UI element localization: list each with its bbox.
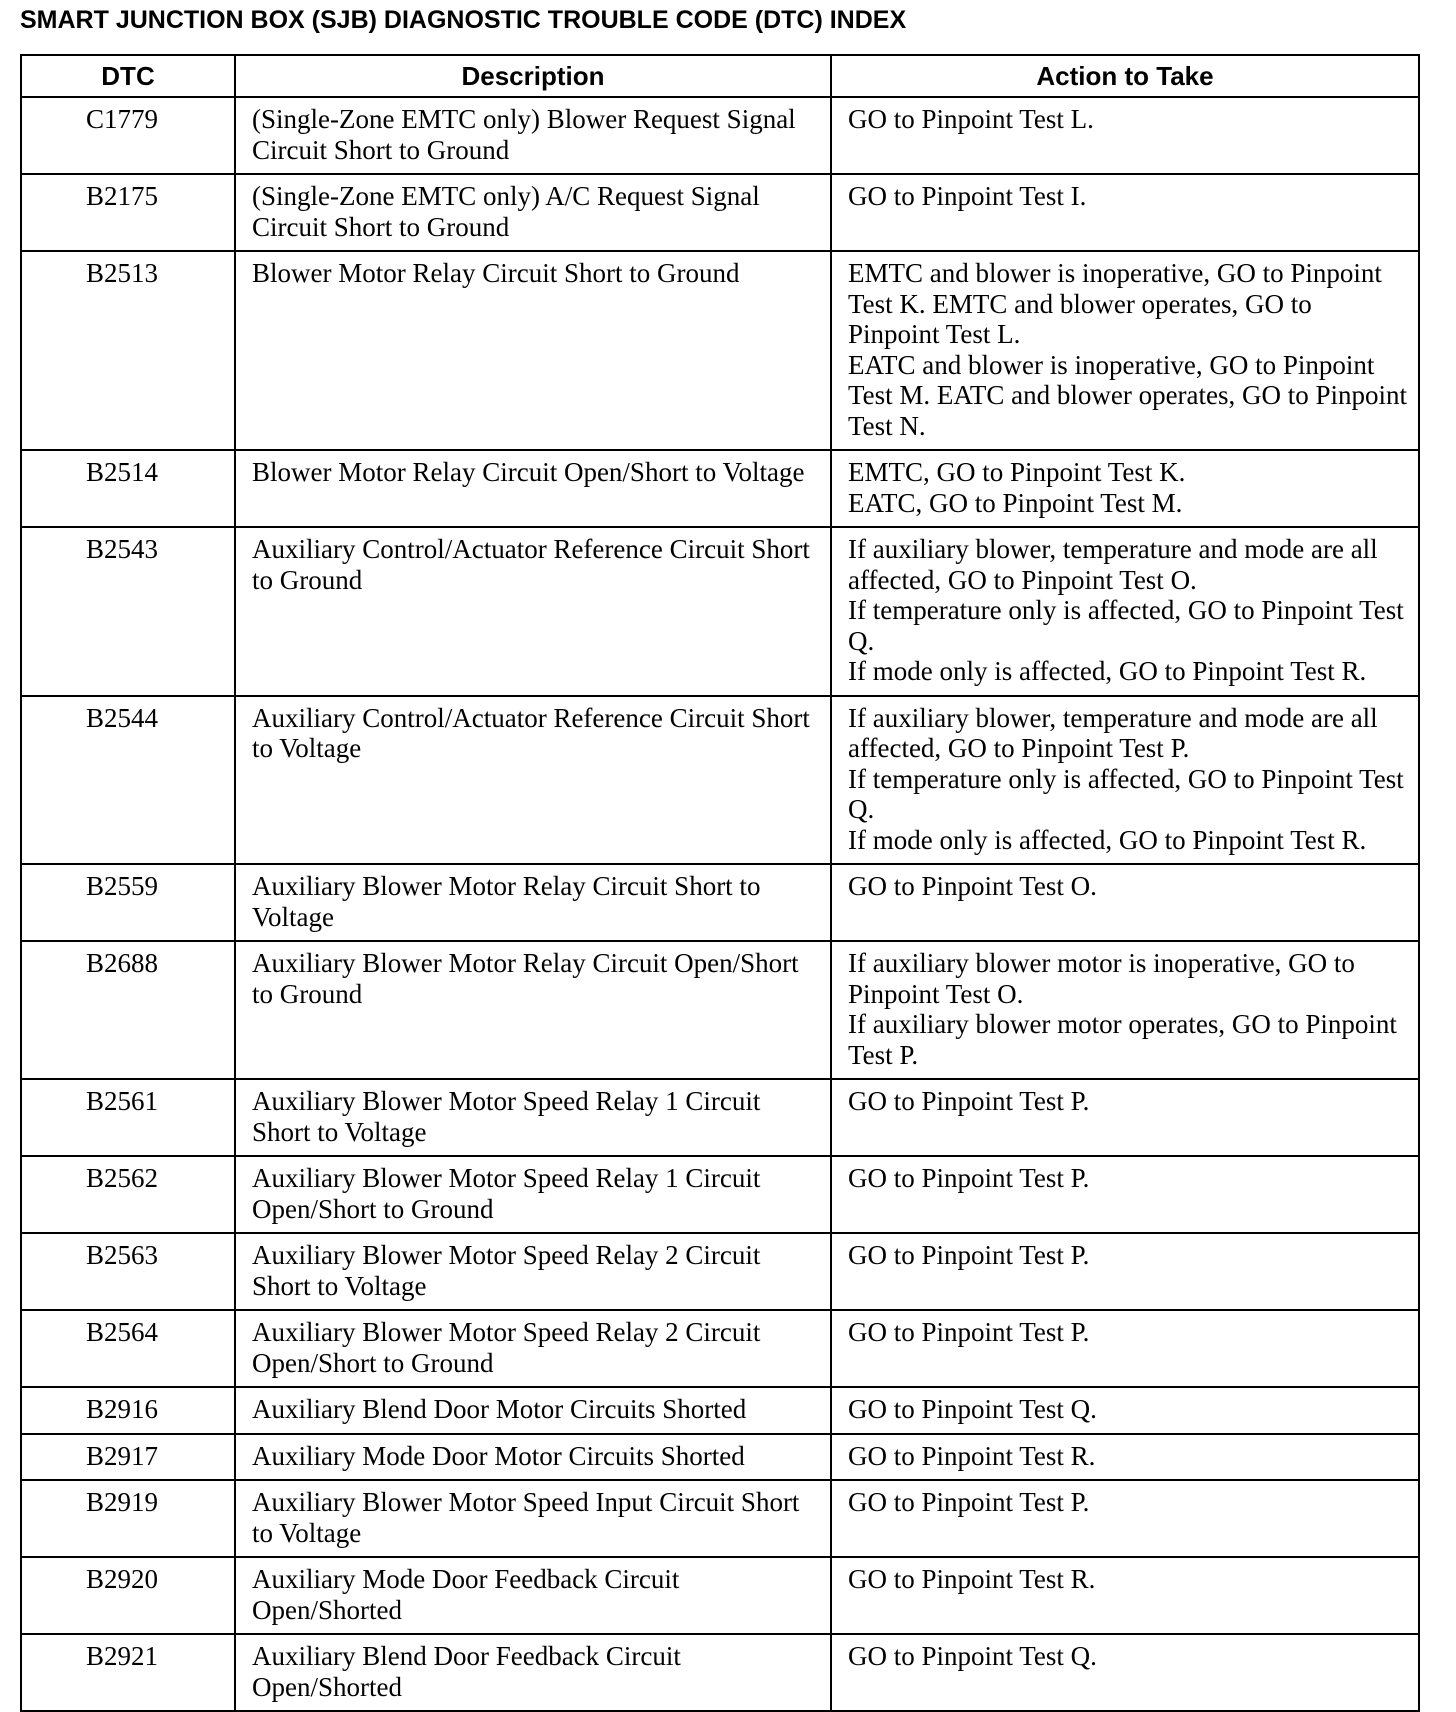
action-cell	[831, 450, 1419, 527]
action-line: GO to Pinpoint Test Q.	[848, 1641, 1097, 1671]
action-line: EMTC and blower is inoperative, GO to Pinpoint Test K. EMTC and blower operates, GO to Pinpoint Test L.	[848, 258, 1382, 349]
action-line: GO to Pinpoint Test Q.	[848, 1394, 1097, 1424]
dtc-code-cell: B2916	[21, 1387, 235, 1434]
action-cell	[831, 941, 1419, 1079]
action-line: If temperature only is affected, GO to Pinpoint Test Q.	[848, 763, 1404, 824]
dtc-code-cell: B2563	[21, 1233, 235, 1310]
table-row	[21, 941, 1419, 1079]
dtc-code-cell: B2917	[21, 1434, 235, 1481]
dtc-code-cell: B2921	[21, 1634, 235, 1711]
description-cell: Auxiliary Blend Door Motor Circuits Shorted	[235, 1387, 831, 1434]
action-cell	[831, 1634, 1419, 1711]
action-line: GO to Pinpoint Test R.	[848, 1440, 1096, 1471]
action-cell	[831, 1079, 1419, 1156]
action-line: EATC and blower is inoperative, GO to Pinpoint Test M. EATC and blower operates, GO to Pinpoint Test N.	[848, 349, 1408, 441]
table-row	[21, 696, 1419, 865]
action-line: If auxiliary blower, temperature and mode are all affected, GO to Pinpoint Test O.	[848, 534, 1378, 595]
table-body	[21, 97, 1419, 1711]
column-header-action: Action to Take	[831, 55, 1419, 97]
action-line: GO to Pinpoint Test I.	[848, 181, 1087, 211]
table-row	[21, 1310, 1419, 1387]
description-cell: Blower Motor Relay Circuit Short to Ground	[235, 251, 831, 450]
dtc-code-cell: B2513	[21, 251, 235, 450]
description-cell: Blower Motor Relay Circuit Open/Short to Voltage	[235, 450, 831, 527]
table-row	[21, 864, 1419, 941]
dtc-index-table	[20, 54, 1420, 1712]
action-line: GO to Pinpoint Test P.	[848, 1487, 1090, 1517]
description-cell: Auxiliary Mode Door Motor Circuits Shorted	[235, 1434, 831, 1481]
description-cell: Auxiliary Blend Door Feedback Circuit Open/Shorted	[235, 1634, 831, 1711]
action-line: EATC, GO to Pinpoint Test M.	[848, 487, 1183, 518]
table-row	[21, 1387, 1419, 1434]
table-row	[21, 1480, 1419, 1557]
table-row	[21, 97, 1419, 174]
action-line: If mode only is affected, GO to Pinpoint Test R.	[848, 824, 1367, 855]
dtc-code-cell: B2564	[21, 1310, 235, 1387]
action-cell	[831, 527, 1419, 696]
action-line: GO to Pinpoint Test O.	[848, 871, 1097, 901]
dtc-code-cell: B2543	[21, 527, 235, 696]
description-cell: Auxiliary Control/Actuator Reference Circuit Short to Voltage	[235, 696, 831, 865]
dtc-code-cell: B2559	[21, 864, 235, 941]
description-cell: Auxiliary Mode Door Feedback Circuit Open/Shorted	[235, 1557, 831, 1634]
description-cell: Auxiliary Blower Motor Speed Relay 1 Circuit Open/Short to Ground	[235, 1156, 831, 1233]
table-row	[21, 1557, 1419, 1634]
action-cell	[831, 696, 1419, 865]
dtc-code-cell: B2561	[21, 1079, 235, 1156]
description-cell: Auxiliary Blower Motor Speed Input Circuit Short to Voltage	[235, 1480, 831, 1557]
table-row	[21, 1634, 1419, 1711]
action-cell	[831, 1310, 1419, 1387]
description-cell: Auxiliary Blower Motor Speed Relay 1 Circuit Short to Voltage	[235, 1079, 831, 1156]
action-cell	[831, 251, 1419, 450]
table-row	[21, 527, 1419, 696]
action-cell	[831, 1233, 1419, 1310]
dtc-code-cell: B2562	[21, 1156, 235, 1233]
table-header-row	[21, 55, 1419, 97]
action-line: If temperature only is affected, GO to Pinpoint Test Q.	[848, 595, 1404, 656]
action-cell	[831, 1434, 1419, 1481]
description-cell: Auxiliary Blower Motor Speed Relay 2 Circuit Open/Short to Ground	[235, 1310, 831, 1387]
action-cell	[831, 1387, 1419, 1434]
dtc-code-cell: C1779	[21, 97, 235, 174]
action-line: If auxiliary blower motor operates, GO to Pinpoint Test P.	[848, 1009, 1397, 1070]
dtc-code-cell: B2544	[21, 696, 235, 865]
action-cell	[831, 174, 1419, 251]
action-cell	[831, 864, 1419, 941]
action-line: If auxiliary blower motor is inoperative, GO to Pinpoint Test O.	[848, 948, 1355, 1009]
action-line: GO to Pinpoint Test R.	[848, 1564, 1096, 1594]
action-line: GO to Pinpoint Test P.	[848, 1163, 1090, 1193]
table-row	[21, 1434, 1419, 1481]
dtc-code-cell: B2175	[21, 174, 235, 251]
dtc-code-cell: B2920	[21, 1557, 235, 1634]
table-row	[21, 1156, 1419, 1233]
action-line: EMTC, GO to Pinpoint Test K.	[848, 457, 1186, 487]
dtc-code-cell: B2688	[21, 941, 235, 1079]
action-cell	[831, 97, 1419, 174]
column-header-description: Description	[235, 55, 831, 97]
table-row	[21, 450, 1419, 527]
action-line: GO to Pinpoint Test L.	[848, 104, 1094, 134]
action-line: If mode only is affected, GO to Pinpoint Test R.	[848, 656, 1367, 686]
action-line: GO to Pinpoint Test P.	[848, 1240, 1090, 1270]
description-cell: (Single-Zone EMTC only) Blower Request Signal Circuit Short to Ground	[235, 97, 831, 174]
description-cell: (Single-Zone EMTC only) A/C Request Signal Circuit Short to Ground	[235, 174, 831, 251]
description-cell: Auxiliary Blower Motor Relay Circuit Open/Short to Ground	[235, 941, 831, 1079]
action-cell	[831, 1480, 1419, 1557]
dtc-code-cell: B2514	[21, 450, 235, 527]
table-row	[21, 1079, 1419, 1156]
action-cell	[831, 1156, 1419, 1233]
table-row	[21, 1233, 1419, 1310]
description-cell: Auxiliary Blower Motor Speed Relay 2 Circuit Short to Voltage	[235, 1233, 831, 1310]
action-line: GO to Pinpoint Test P.	[848, 1086, 1090, 1116]
description-cell: Auxiliary Control/Actuator Reference Circuit Short to Ground	[235, 527, 831, 696]
page-title: SMART JUNCTION BOX (SJB) DIAGNOSTIC TROUBLE CODE (DTC) INDEX	[20, 6, 907, 34]
action-cell	[831, 1557, 1419, 1634]
table-row	[21, 174, 1419, 251]
description-cell: Auxiliary Blower Motor Relay Circuit Short to Voltage	[235, 864, 831, 941]
table-row	[21, 251, 1419, 450]
column-header-dtc: DTC	[21, 55, 235, 97]
action-line: If auxiliary blower, temperature and mode are all affected, GO to Pinpoint Test P.	[848, 702, 1378, 763]
dtc-code-cell: B2919	[21, 1480, 235, 1557]
action-line: GO to Pinpoint Test P.	[848, 1317, 1090, 1347]
